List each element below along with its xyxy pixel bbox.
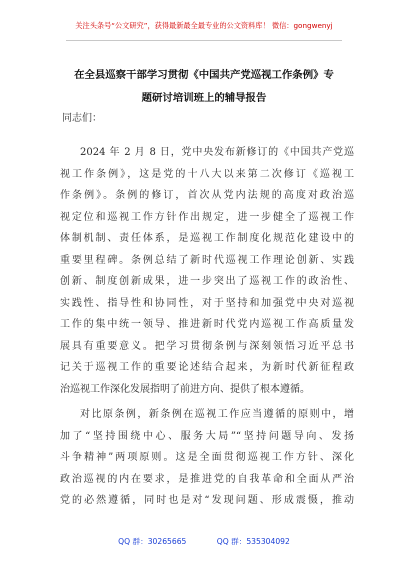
footer-contacts [0,536,408,547]
title-line: 题研讨培训班上的辅导报告 [141,92,267,104]
paragraph-line: 记关于巡视工作的重要论述结合起来，为新时代新征程政 [60,362,354,373]
paragraph-line: 体制机制、责任体系，是巡视工作制度化规范化建设中的 [60,233,354,244]
paragraph-line: 视工作条例》，这是党的十八大以来第二次修订《巡视工 [60,168,354,180]
paragraph-line: 作条例》。条例的修订，首次从党内法规的高度对政治巡 [60,190,354,201]
paragraph-2 [60,404,354,512]
header-notice: 关注头条号“公文研究”，获得最新最全最专业的公文资料库！ 微信：gongwenyj [75,21,333,30]
paragraph-line: 加了“坚持围绕中心、服务大局”“坚持问题导向、发扬 [60,430,354,442]
paragraph-line: 重要里程碑。条例总结了新时代巡视工作理论创新、实践 [60,254,354,266]
header-divider [66,40,342,41]
paragraph-line: 实践性、指导性和协同性，对于坚持和加强党中央对巡视 [60,297,354,309]
paragraph-line: 2024 年 2 月 8 日，党中央发布新修订的《中国共产党巡 [80,147,354,158]
paragraph-line: 党的必然遵循，同时也是对“发现问题、形成震慑，推动 [60,495,354,506]
paragraph-line: 创新、制度创新成果，进一步突出了巡视工作的政治性、 [60,276,354,287]
qq-group-1: QQ 群：30265665 [118,537,187,546]
title-line: 在全县巡察干部学习贯彻《中国共产党巡视工作条例》专 [74,69,334,81]
paragraph-line: 对比原条例，新条例在巡视工作应当遵循的原则中，增 [80,409,354,420]
qq-group-2: QQ 群：535304092 [216,537,290,546]
page-title [60,64,348,110]
paragraph-line: 工作的集中统一领导、推进新时代党内巡视工作高质量发 [60,319,354,330]
salutation: 同志们： [62,113,102,124]
paragraph-line: 治巡视工作深化发展指明了前进方向、提供了根本遵循。 [60,383,310,395]
paragraph-line: 政治巡视的内在要求，是推进党的自我革命和全面从严治 [60,473,354,485]
paragraph-line: 视定位和巡视工作方针作出规定，进一步健全了巡视工作 [60,211,354,223]
paragraph-1 [60,142,354,400]
paragraph-line: 斗争精神”两项原则。这是全面贯彻巡视工作方针、深化 [60,452,354,463]
paragraph-line: 展具有重要意义。把学习贯彻条例与深刻领悟习近平总书 [60,340,354,352]
